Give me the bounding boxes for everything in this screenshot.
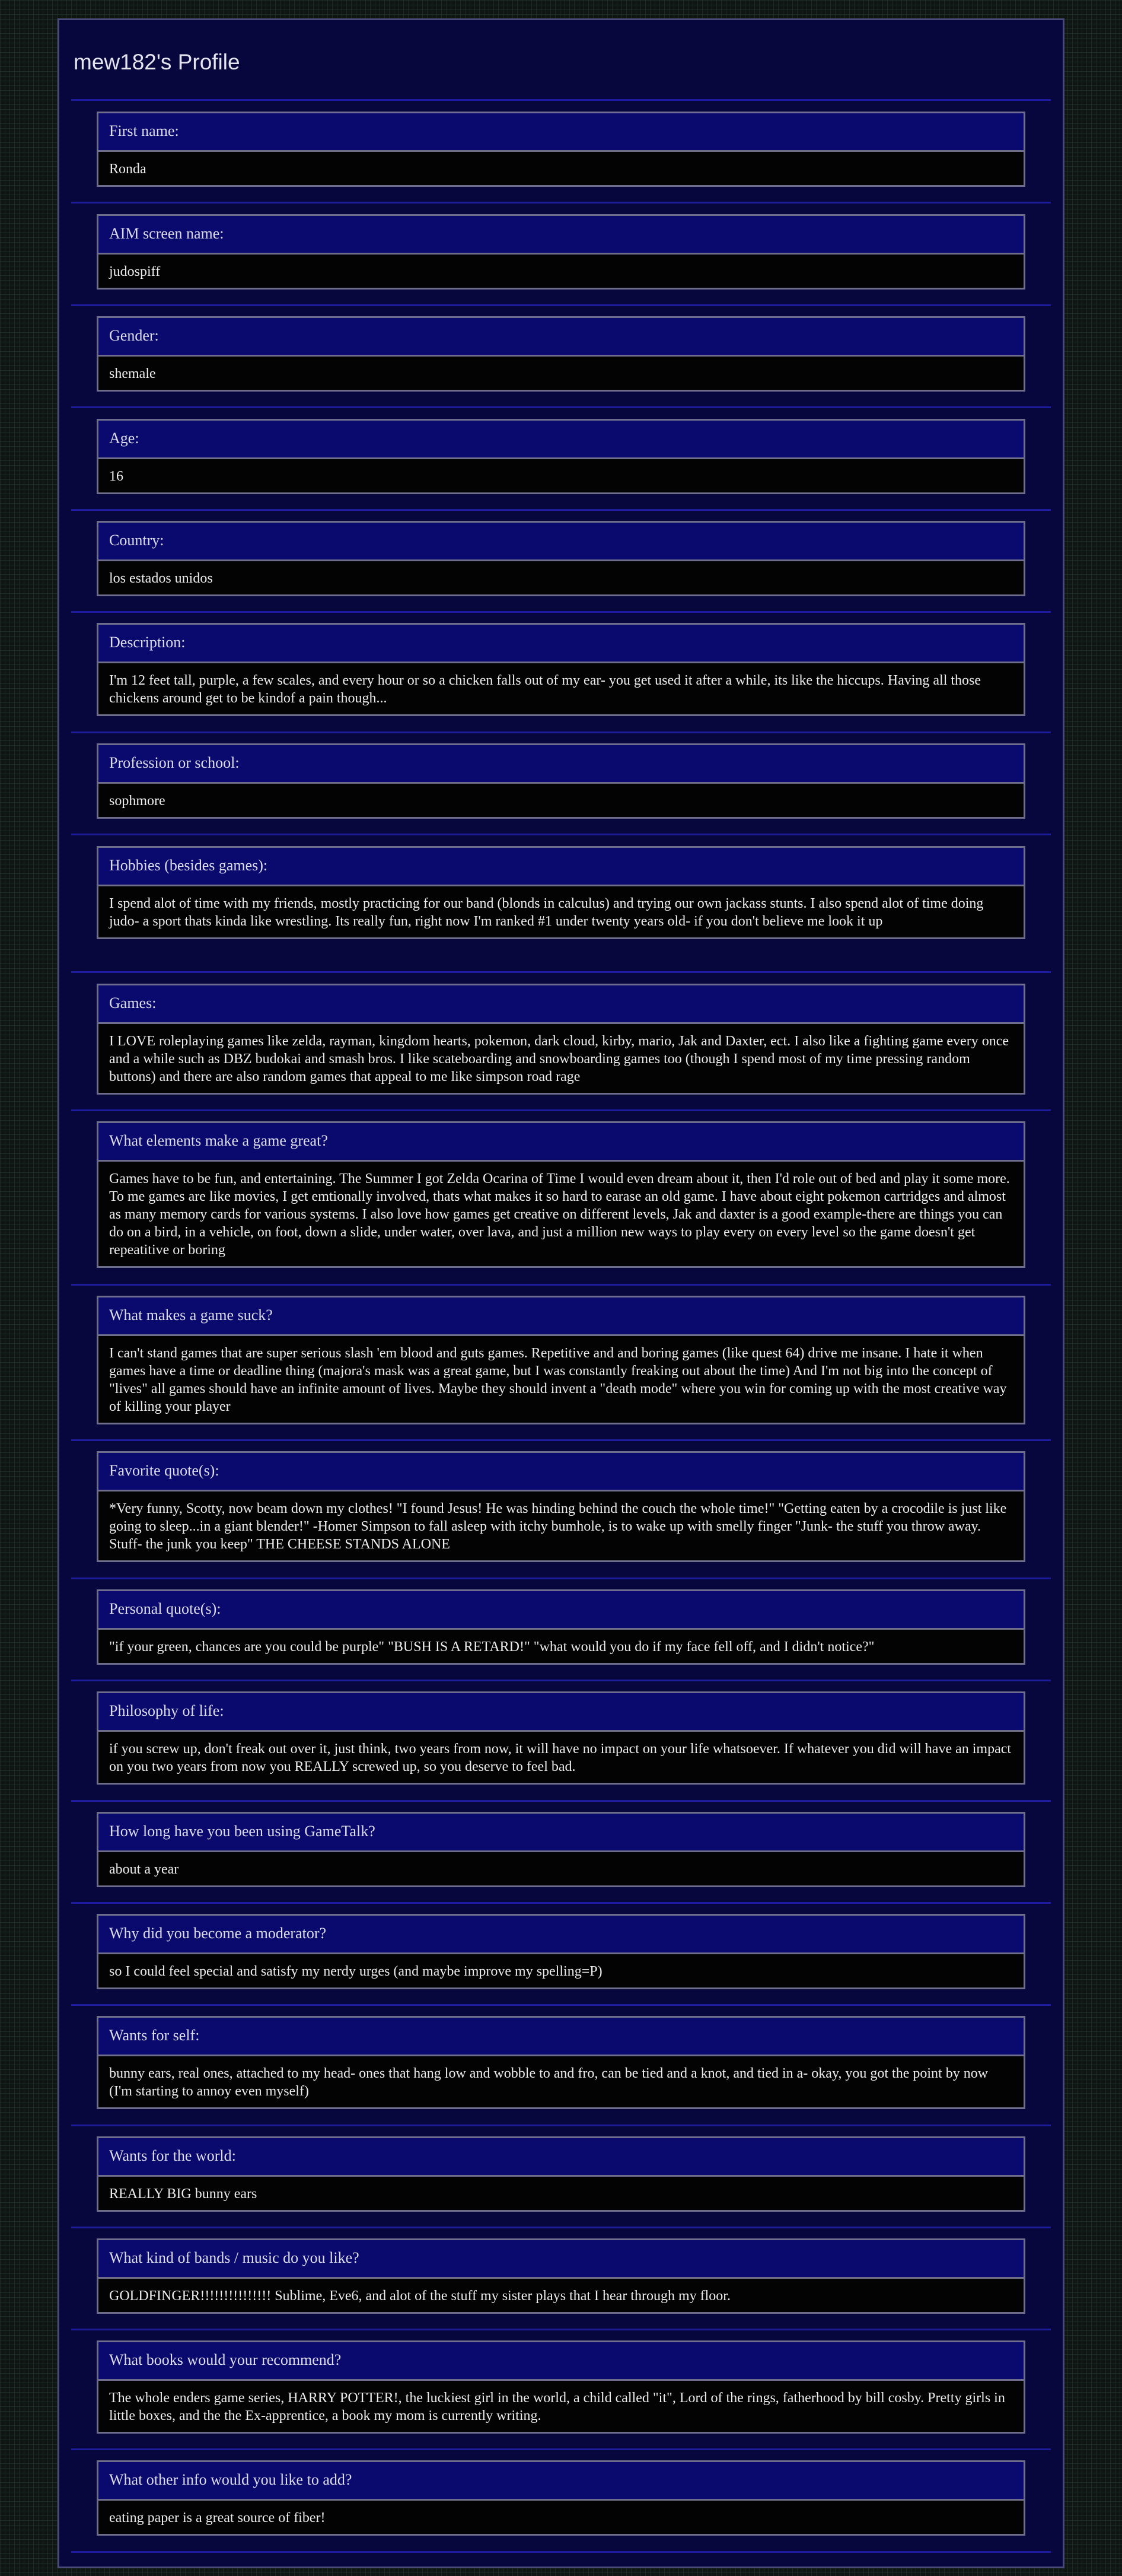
divider xyxy=(71,1284,1051,1286)
field-label: What elements make a game great? xyxy=(98,1123,1024,1160)
field-gametalk-duration xyxy=(97,1812,1025,1887)
field-value: Games have to be fun, and entertaining. The Summer I got Zelda Ocarina of Time I would even dream about it, then I'd role out of bed and play it some more. To me games are like movies, I get emtionally involved, thats what makes it so hard to earase an old game. I have about eight pokemon cartridges and almost as many memory cards for various systems. I also love how games get creative on different levels, Jak and daxter is a good example-there are things you can do on a bird, in a vehicle, on foot, down a slide, under water, over lava, and just a million new ways to play every on every level so the game doesn't get repeatitive or boring xyxy=(98,1162,1024,1266)
field-value: about a year xyxy=(98,1852,1024,1885)
field-value: GOLDFINGER!!!!!!!!!!!!!!! Sublime, Eve6, and alot of the stuff my sister plays that I hear through my floor. xyxy=(98,2279,1024,2312)
field-value: Ronda xyxy=(98,152,1024,185)
divider xyxy=(71,1902,1051,1904)
field-value: los estados unidos xyxy=(98,561,1024,594)
divider xyxy=(71,834,1051,835)
field-label: Why did you become a moderator? xyxy=(98,1916,1024,1952)
field-label: Country: xyxy=(98,523,1024,559)
field-value: The whole enders game series, HARRY POTTER!, the luckiest girl in the world, a child called "it", Lord of the rings, fatherhood by bill cosby. Pretty girls in little boxes, and the the Ex-apprentice, a book my mom is currently writing. xyxy=(98,2381,1024,2432)
field-personal-quotes xyxy=(97,1589,1025,1665)
field-age xyxy=(97,419,1025,494)
divider xyxy=(71,1109,1051,1111)
field-label: Wants for self: xyxy=(98,2018,1024,2055)
field-favorite-quotes xyxy=(97,1451,1025,1562)
field-games xyxy=(97,984,1025,1095)
field-label: Wants for the world: xyxy=(98,2138,1024,2175)
field-label: What books would your recommend? xyxy=(98,2342,1024,2379)
field-label: How long have you been using GameTalk? xyxy=(98,1814,1024,1850)
field-value: so I could feel special and satisfy my nerdy urges (and maybe improve my spelling=P) xyxy=(98,1954,1024,1987)
divider xyxy=(71,732,1051,733)
field-wants-for-world xyxy=(97,2136,1025,2212)
field-label: AIM screen name: xyxy=(98,216,1024,253)
field-value: eating paper is a great source of fiber! xyxy=(98,2501,1024,2534)
field-label: What kind of bands / music do you like? xyxy=(98,2240,1024,2277)
field-wants-for-self xyxy=(97,2016,1025,2109)
field-gender xyxy=(97,316,1025,392)
field-label: Personal quote(s): xyxy=(98,1591,1024,1628)
field-value: I LOVE roleplaying games like zelda, rayman, kingdom hearts, pokemon, dark cloud, kirby, mario, Jak and Daxter, ect. I also like a fighting game every once and a while such as DBZ budokai and smash bros. I like scateboarding and snowboarding games too (though I spend most of my time pressing random buttons) and there are also random games that appeal to me like simpson road rage xyxy=(98,1024,1024,1093)
field-hobbies xyxy=(97,846,1025,939)
field-label: What other info would you like to add? xyxy=(98,2462,1024,2499)
page-title: mew182's Profile xyxy=(74,50,240,74)
field-value: *Very funny, Scotty, now beam down my clothes! "I found Jesus! He was hinding behind the couch the whole time!" "Getting eaten by a crocodile is just like going to sleep...in a giant blender!" -Homer Simpson to fall asleep with itchy bumhole, is to wake up with smelly finger "Junk- the stuff you throw away. Stuff- the junk you keep" THE CHEESE STANDS ALONE xyxy=(98,1491,1024,1560)
divider xyxy=(71,2448,1051,2450)
field-music xyxy=(97,2238,1025,2314)
field-value: shemale xyxy=(98,357,1024,390)
divider xyxy=(71,971,1051,973)
divider xyxy=(71,202,1051,203)
field-other-info xyxy=(97,2460,1025,2536)
field-label: Gender: xyxy=(98,318,1024,355)
field-country xyxy=(97,521,1025,596)
field-moderator-reason xyxy=(97,1914,1025,1989)
divider xyxy=(71,2227,1051,2228)
divider xyxy=(71,99,1051,101)
field-label: First name: xyxy=(98,113,1024,150)
divider xyxy=(71,509,1051,511)
field-label: Games: xyxy=(98,985,1024,1022)
field-value: sophmore xyxy=(98,784,1024,817)
field-books xyxy=(97,2340,1025,2434)
field-label: Philosophy of life: xyxy=(98,1693,1024,1730)
field-value: 16 xyxy=(98,459,1024,492)
profile-page xyxy=(58,18,1064,2568)
divider xyxy=(71,2004,1051,2006)
divider xyxy=(71,1578,1051,1579)
field-value: I spend alot of time with my friends, mostly practicing for our band (blonds in calculus) and trying our own jackass stunts. I also spend alot of time doing judo- a sport thats kinda like wrestling. Its really fun, right now I'm ranked #1 under twenty years old- if you don't believe me look it up xyxy=(98,886,1024,937)
divider xyxy=(71,1680,1051,1681)
field-profession-or-school xyxy=(97,743,1025,819)
field-label: Profession or school: xyxy=(98,745,1024,782)
field-game-great xyxy=(97,1121,1025,1268)
field-label: Hobbies (besides games): xyxy=(98,848,1024,885)
divider xyxy=(71,611,1051,613)
divider xyxy=(71,2551,1051,2553)
field-label: Age: xyxy=(98,421,1024,457)
divider xyxy=(71,1439,1051,1441)
field-game-suck xyxy=(97,1296,1025,1424)
field-value: bunny ears, real ones, attached to my head- ones that hang low and wobble to and fro, can be tied and a knot, and tied in a- okay, you got the point by now (I'm starting to annoy even myself) xyxy=(98,2056,1024,2107)
field-value: I'm 12 feet tall, purple, a few scales, and every hour or so a chicken falls out of my ear- you get used it after a while, its like the hiccups. Having all those chickens around get to be kindof a pain though... xyxy=(98,663,1024,714)
divider xyxy=(71,2125,1051,2126)
field-value: if you screw up, don't freak out over it, just think, two years from now, it will have no impact on your life whatsoever. If whatever you did will have an impact on you two years from now you REALLY screwed up, so you deserve to feel bad. xyxy=(98,1732,1024,1783)
field-philosophy-of-life xyxy=(97,1691,1025,1785)
field-label: Favorite quote(s): xyxy=(98,1453,1024,1490)
field-value: REALLY BIG bunny ears xyxy=(98,2177,1024,2210)
divider xyxy=(71,2329,1051,2330)
field-aim-screen-name xyxy=(97,214,1025,290)
field-first-name xyxy=(97,112,1025,187)
field-label: What makes a game suck? xyxy=(98,1297,1024,1334)
field-description xyxy=(97,623,1025,716)
field-label: Description: xyxy=(98,625,1024,662)
field-value: I can't stand games that are super serious slash 'em blood and guts games. Repetitive and and boring games (like quest 64) drive me insane. I hate it when games have a time or deadline thing (majora's mask was a great game, but I was constantly freaking out about the time) And I'm not big into the concept of "lives" all games should have an infinite amount of lives. Maybe they should invent a "death mode" where you win for coming up with the most creative way of killing your player xyxy=(98,1336,1024,1423)
divider xyxy=(71,304,1051,306)
divider xyxy=(71,406,1051,408)
divider xyxy=(71,1800,1051,1802)
field-value: "if your green, chances are you could be purple" "BUSH IS A RETARD!" "what would you do if my face fell off, and I didn't notice?" xyxy=(98,1630,1024,1663)
field-value: judospiff xyxy=(98,255,1024,288)
